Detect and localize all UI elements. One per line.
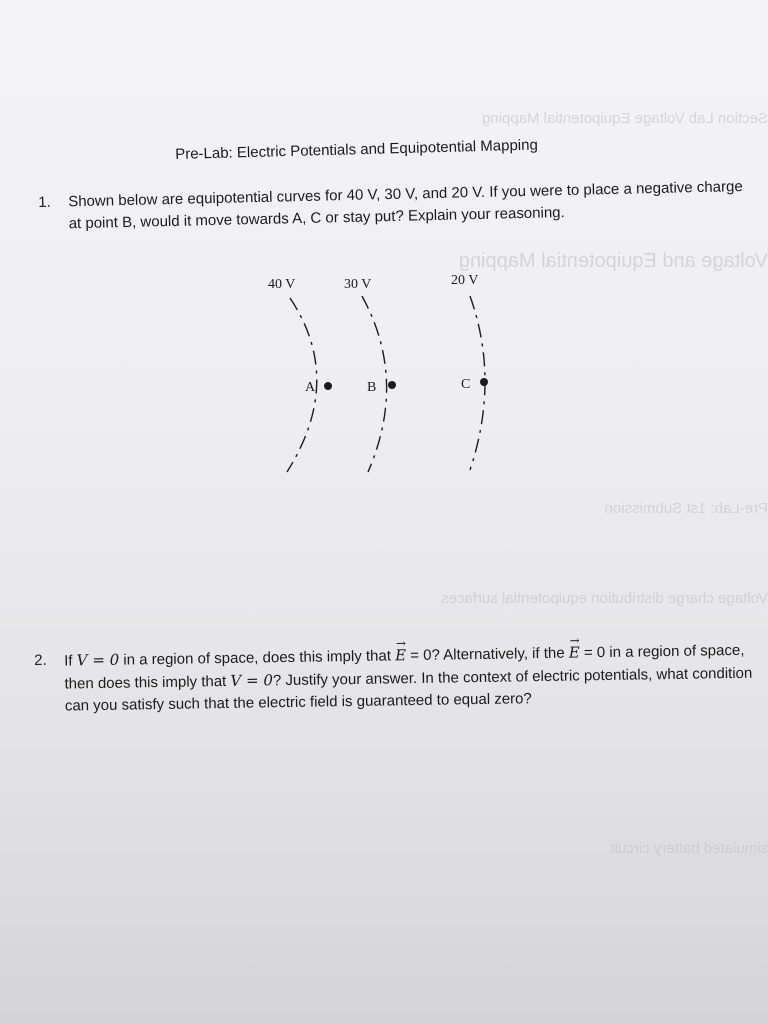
question-text: If V = 0 in a region of space, does this imply that → E = 0? Alternatively, if the → E = 0 in a region of space, then does this imply that V = 0? Justify your answer. In the context of electric potentials, what condition can you satisfy such that the electric field is guaranteed to equal zero? — [64, 639, 765, 718]
question-text: Shown below are equipotential curves for 40 V, 30 V, and 20 V. If you were to place a negative charge at point B, would it move towards A, C or stay put? Explain your reasoning. — [68, 178, 743, 233]
point-b — [388, 381, 396, 389]
bleed-through-text: simulated battery circuit — [610, 840, 768, 857]
bleed-through-text: Pre-Lab: 1st Submission — [604, 500, 768, 517]
point-label-c: C — [461, 377, 471, 392]
math-e-vector: → E — [569, 641, 580, 663]
point-label-a: A — [305, 380, 316, 395]
curve-label-20v: 20 V — [451, 273, 479, 288]
question-number: 2. — [34, 651, 47, 669]
math-e-vector: → E — [395, 644, 406, 666]
bleed-through-text: Voltage and Equipotential Mapping — [458, 250, 768, 272]
curve-label-40v: 40 V — [268, 277, 296, 292]
bleed-through-text: Voltage charge distribution equipotential surfaces — [441, 590, 768, 607]
bleed-through-text: Section Lab Voltage Equipotential Mapping — [481, 110, 768, 127]
point-label-b: B — [367, 380, 377, 395]
point-c — [480, 378, 488, 386]
math-v-equals-zero: V = 0 — [76, 650, 120, 670]
math-v-equals-zero: V = 0 — [230, 671, 274, 690]
point-a — [324, 382, 332, 390]
page-title: Pre-Lab: Electric Potentials and Equipotential Mapping — [175, 136, 539, 163]
curve-label-30v: 30 V — [344, 277, 372, 292]
question-number: 1. — [38, 193, 51, 211]
